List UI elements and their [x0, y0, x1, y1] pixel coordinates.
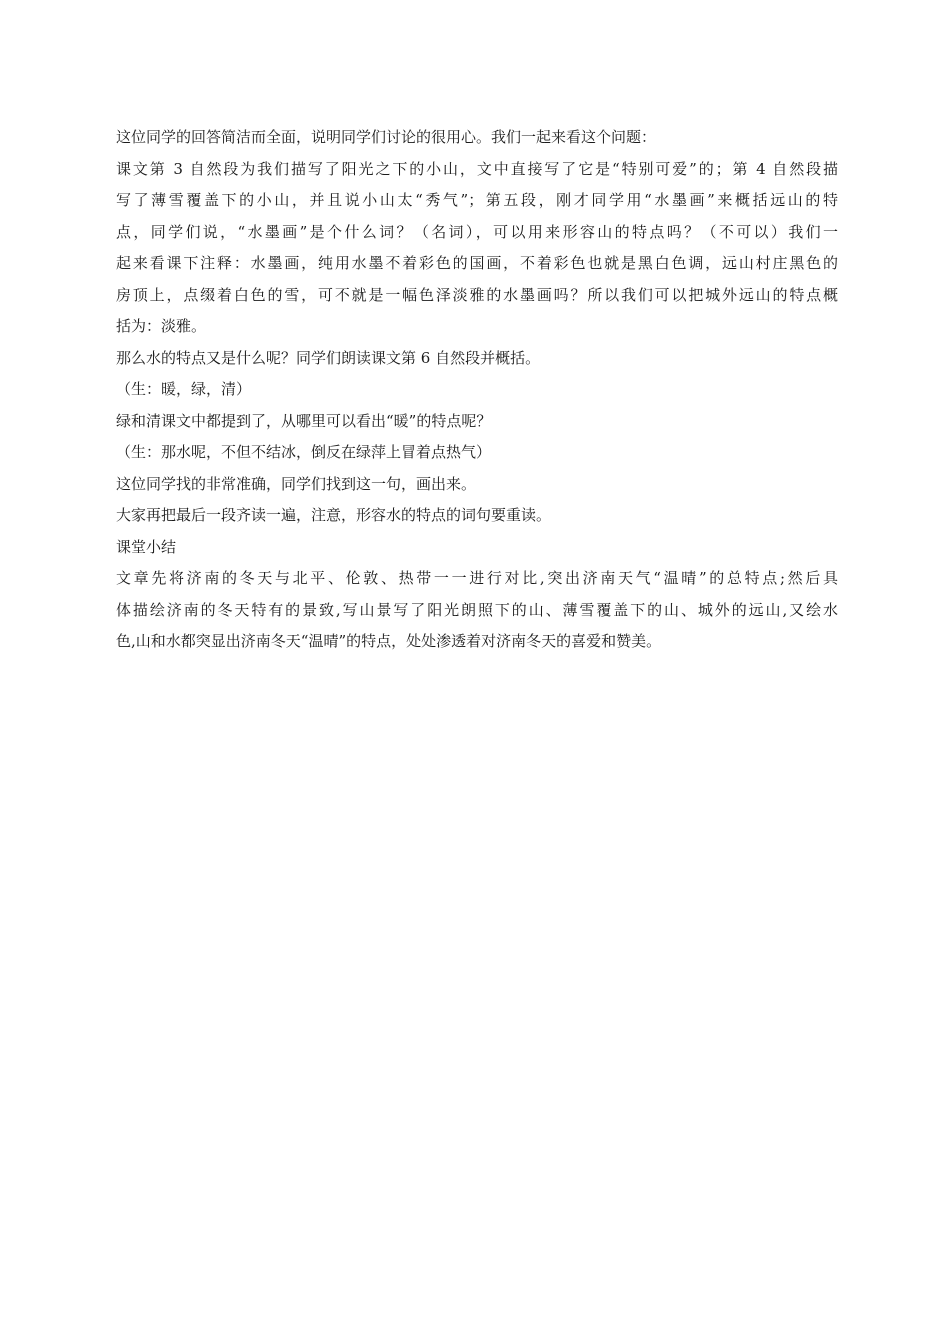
text-line: （生：暖，绿，清）: [116, 380, 252, 398]
text-line: 起来看课下注释：水墨画，纯用水墨不着彩色的国画，不着彩色也就是黑白色调，远山村庄黑色的: [116, 254, 838, 272]
paragraph-intro: [116, 122, 838, 154]
paragraph-read-aloud: [116, 500, 838, 532]
text-line: （生：那水呢，不但不结冰，倒反在绿萍上冒着点热气）: [116, 443, 492, 461]
document-body: [116, 122, 838, 658]
text-line: 写了薄雪覆盖下的小山，并且说小山太“秀气”；第五段，刚才同学用“水墨画”来概括远山的特: [116, 191, 838, 209]
section-heading-summary: [116, 532, 838, 564]
text-line: 括为：淡雅。: [116, 317, 207, 335]
heading-text: 课堂小结: [116, 537, 177, 556]
text-line: 文章先将济南的冬天与北平、伦敦、热带一一进行对比,突出济南天气“温晴”的总特点;然后具: [116, 569, 838, 587]
text-line: 大家再把最后一段齐读一遍，注意，形容水的特点的词句要重读。: [116, 506, 552, 524]
text-line: 点，同学们说，“水墨画”是个什么词？（名词），可以用来形容山的特点吗？（不可以）我们一: [116, 222, 838, 241]
paragraph-summary: [116, 563, 838, 658]
text-line: 体描绘济南的冬天特有的景致,写山景写了阳光朗照下的山、薄雪覆盖下的山、城外的远山,又绘水: [116, 600, 838, 619]
text-line: 那么水的特点又是什么呢？同学们朗读课文第 6 自然段并概括。: [116, 348, 541, 367]
paragraph-teacher-comment: [116, 469, 838, 501]
text-line: 色,山和水都突显出济南冬天“温晴”的特点，处处渗透着对济南冬天的喜爱和赞美。: [116, 632, 662, 650]
text-line: 课文第 3 自然段为我们描写了阳光之下的小山，文中直接写了它是“特别可爱”的；第 4 自然段描: [116, 159, 838, 178]
paragraph-mountain-analysis: [116, 154, 838, 343]
paragraph-warm-question: [116, 406, 838, 438]
text-line: 这位同学找的非常准确，同学们找到这一句，画出来。: [116, 474, 477, 493]
text-line: 房顶上，点缀着白色的雪，可不就是一幅色泽淡雅的水墨画吗？所以我们可以把城外远山的特点概: [116, 285, 838, 304]
text-line: 绿和清课文中都提到了，从哪里可以看出“暖”的特点呢？: [116, 411, 492, 430]
paragraph-water-question: [116, 343, 838, 375]
text-line: 这位同学的回答简洁而全面，说明同学们讨论的很用心。我们一起来看这个问题：: [116, 128, 657, 146]
paragraph-student-answer-2: [116, 437, 838, 469]
paragraph-student-answer-1: [116, 374, 838, 406]
